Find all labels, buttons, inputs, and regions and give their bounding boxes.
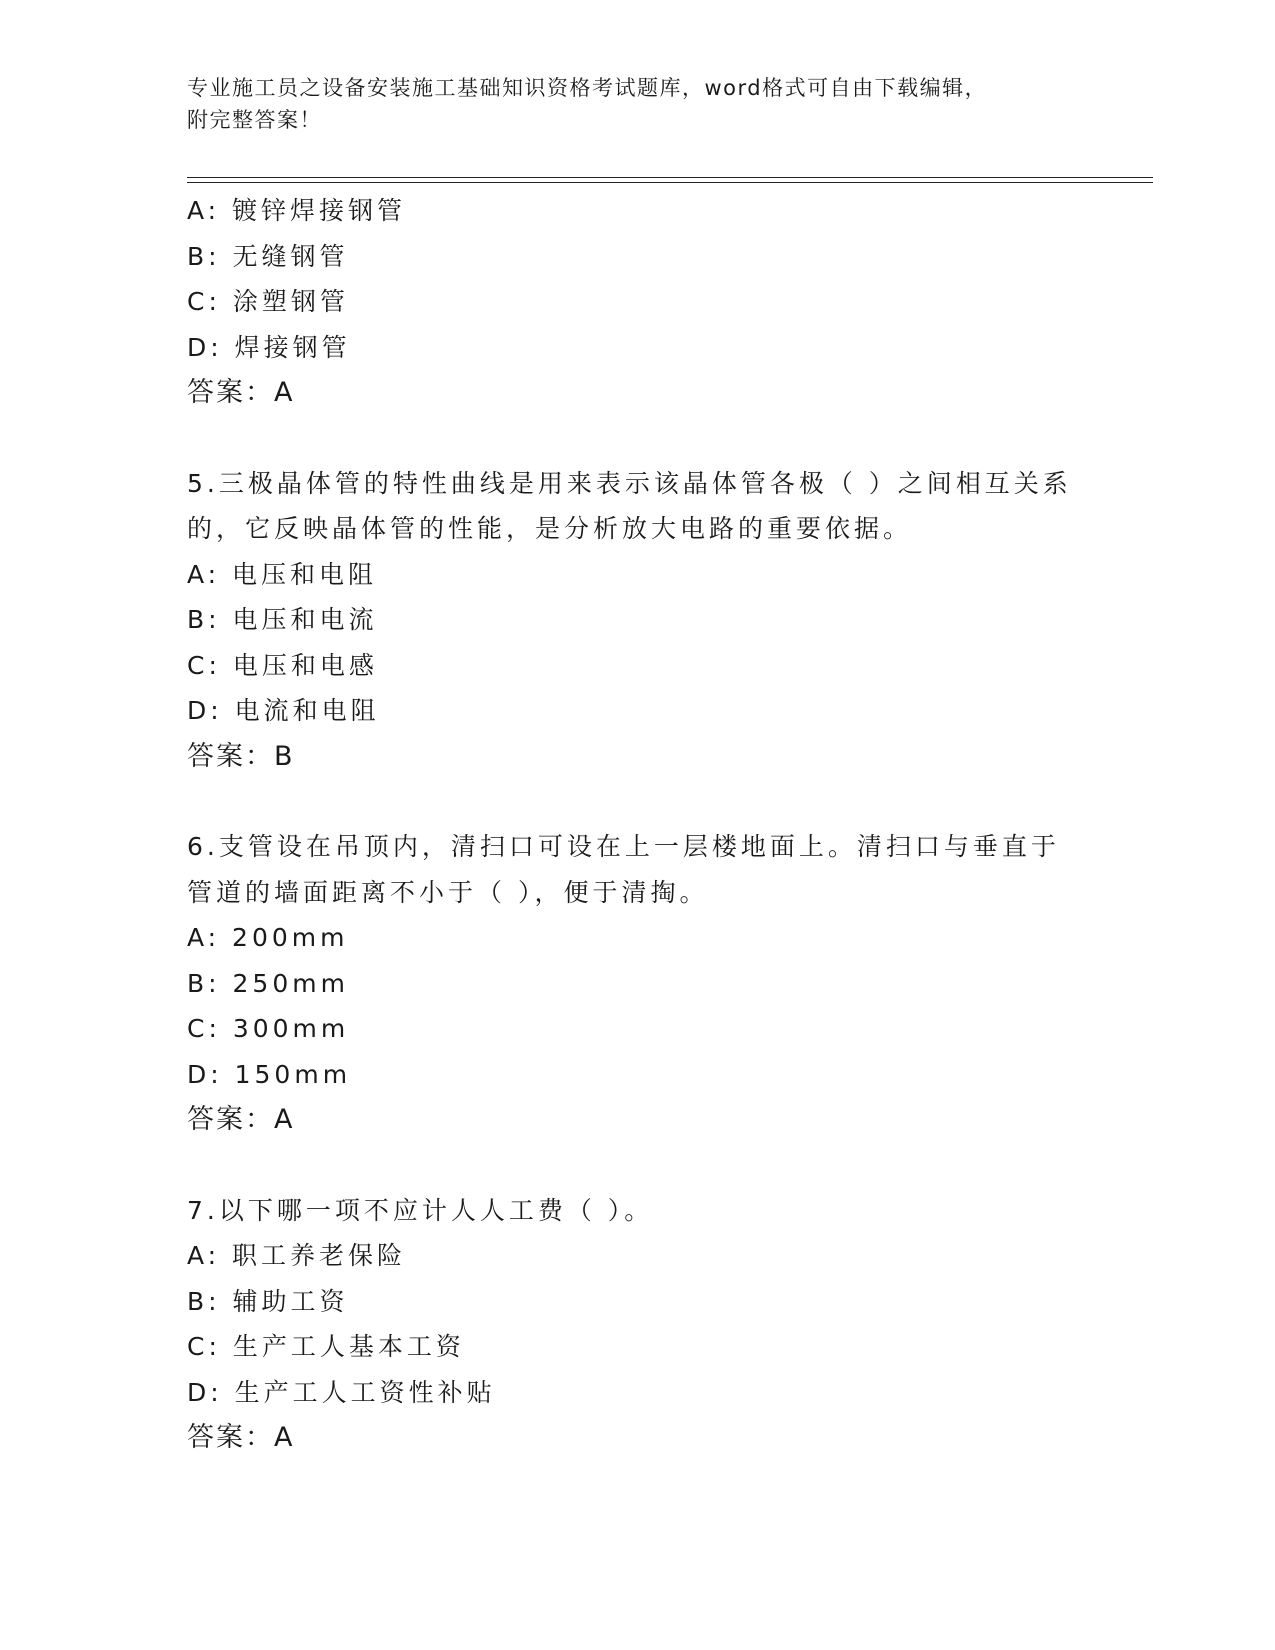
question-spacer: [187, 779, 1067, 824]
option-b: B: 250mm: [187, 968, 349, 998]
option-c: C: 涂塑钢管: [187, 287, 349, 316]
option-b: B: 电压和电流: [187, 605, 378, 634]
option-b: B: 无缝钢管: [187, 241, 349, 271]
answer-line: 答案：A: [187, 377, 295, 408]
option-d: D: 150mm: [187, 1059, 352, 1089]
option-a: A: 电压和电阻: [187, 559, 378, 589]
option-c: C: 生产工人基本工资: [187, 1332, 465, 1361]
question-block-7: [187, 1188, 1067, 1461]
document-header: [187, 72, 1067, 136]
question-stem-line-1: 6.支管设在吊顶内，清扫口可设在上一层楼地面上。清扫口与垂直于: [187, 832, 1060, 861]
question-block-partial: [187, 188, 1067, 416]
header-divider-bottom: [187, 182, 1153, 183]
question-list: [187, 188, 1072, 1461]
question-block-6: [187, 824, 1067, 1143]
option-a: A: 镀锌焊接钢管: [187, 196, 407, 225]
option-a: A: 职工养老保险: [187, 1241, 407, 1270]
option-b: B: 辅助工资: [187, 1286, 349, 1316]
question-spacer: [187, 416, 1067, 461]
option-d: D: 电流和电阻: [187, 696, 380, 725]
answer-line: 答案：B: [187, 740, 295, 772]
option-d: D: 焊接钢管: [187, 332, 351, 362]
answer-line: 答案：A: [187, 1422, 295, 1453]
answer-line: 答案：A: [187, 1104, 295, 1135]
question-block-5: [187, 461, 1072, 780]
header-divider-top: [187, 177, 1153, 178]
header-line-1: 专业施工员之设备安装施工基础知识资格考试题库，word格式可自由下载编辑，: [187, 76, 988, 100]
question-stem-line-2: 的，它反映晶体管的性能，是分析放大电路的重要依据。: [187, 514, 913, 543]
question-stem-line-1: 5.三极晶体管的特性曲线是用来表示该晶体管各极（ ）之间相互关系: [187, 468, 1072, 498]
option-a: A: 200mm: [187, 923, 349, 952]
option-d: D: 生产工人工资性补贴: [187, 1377, 496, 1407]
question-spacer: [187, 1143, 1067, 1188]
question-stem-line-2: 管道的墙面距离不小于（ ），便于清掏。: [187, 877, 709, 907]
option-c: C: 电压和电感: [187, 650, 378, 680]
header-line-2: 附完整答案！: [187, 108, 322, 132]
option-c: C: 300mm: [187, 1014, 350, 1043]
question-stem-line-1: 7.以下哪一项不应计人人工费（ ）。: [187, 1195, 654, 1225]
